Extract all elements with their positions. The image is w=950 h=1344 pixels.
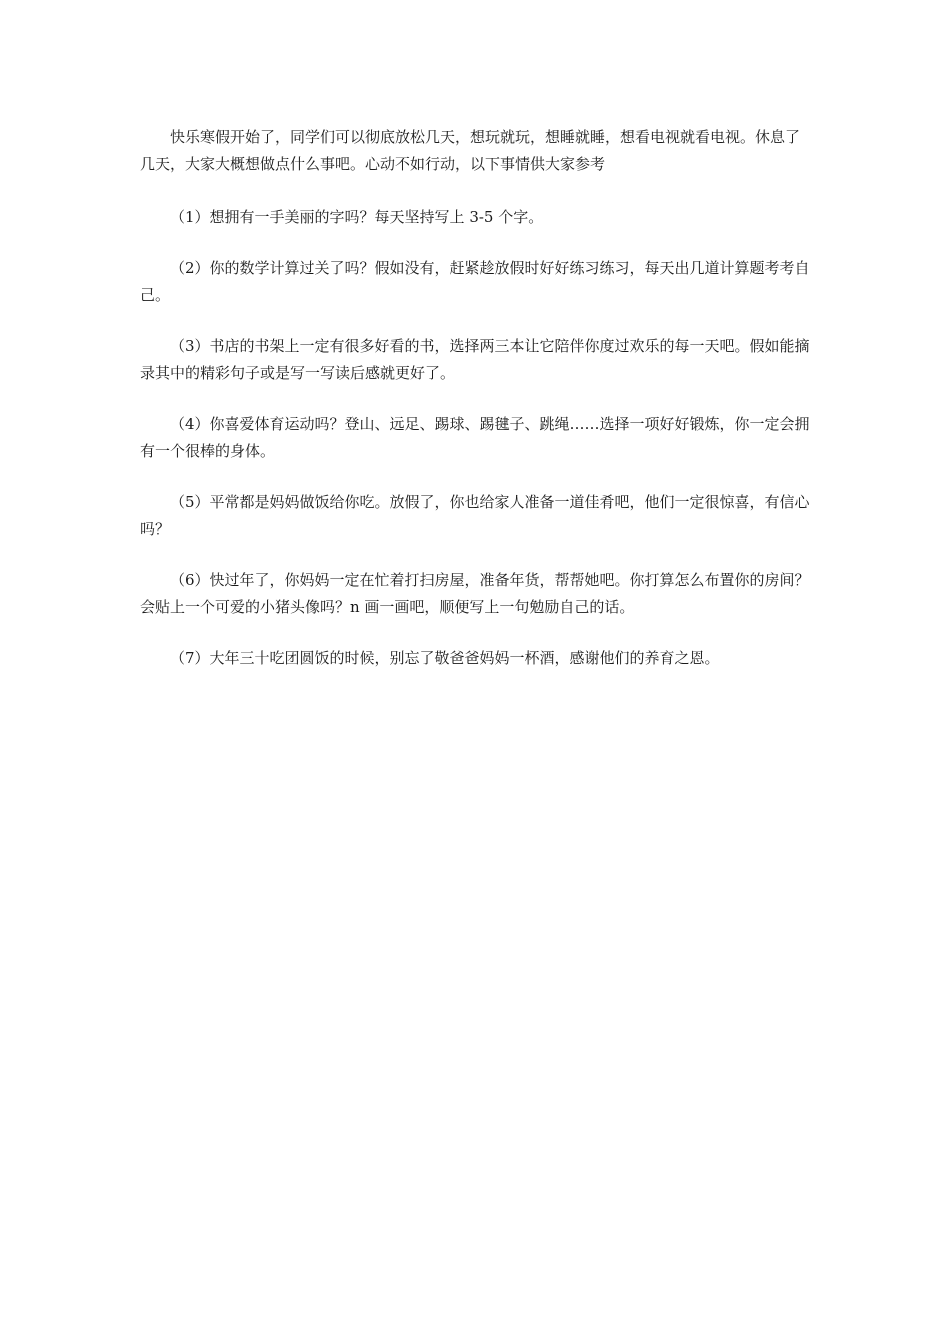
list-item: （1）想拥有一手美丽的字吗？每天坚持写上 3-5 个字。 xyxy=(170,208,544,226)
document-body xyxy=(140,124,810,696)
list-item: （7）大年三十吃团圆饭的时候，别忘了敬爸爸妈妈一杯酒，感谢他们的养育之恩。 xyxy=(170,649,720,667)
list-item: （6）快过年了，你妈妈一定在忙着打扫房屋，准备年货，帮帮她吧。你打算怎么布置你的房间？会贴上一个可爱的小猪头像吗？n 画一画吧，顺便写上一句勉励自己的话。 xyxy=(140,571,810,616)
list-item: （5）平常都是妈妈做饭给你吃。放假了，你也给家人准备一道佳肴吧，他们一定很惊喜，有信心吗？ xyxy=(140,493,810,538)
intro-paragraph: 快乐寒假开始了，同学们可以彻底放松几天，想玩就玩，想睡就睡，想看电视就看电视。休息了几天，大家大概想做点什么事吧。心动不如行动，以下事情供大家参考 xyxy=(140,128,801,173)
list-item: （2）你的数学计算过关了吗？假如没有，赶紧趁放假时好好练习练习，每天出几道计算题考考自己。 xyxy=(140,259,810,304)
list-item: （4）你喜爱体育运动吗？登山、远足、踢球、踢毽子、跳绳……选择一项好好锻炼，你一定会拥有一个很棒的身体。 xyxy=(140,415,810,460)
list-item: （3）书店的书架上一定有很多好看的书，选择两三本让它陪伴你度过欢乐的每一天吧。假如能摘录其中的精彩句子或是写一写读后感就更好了。 xyxy=(140,337,810,382)
